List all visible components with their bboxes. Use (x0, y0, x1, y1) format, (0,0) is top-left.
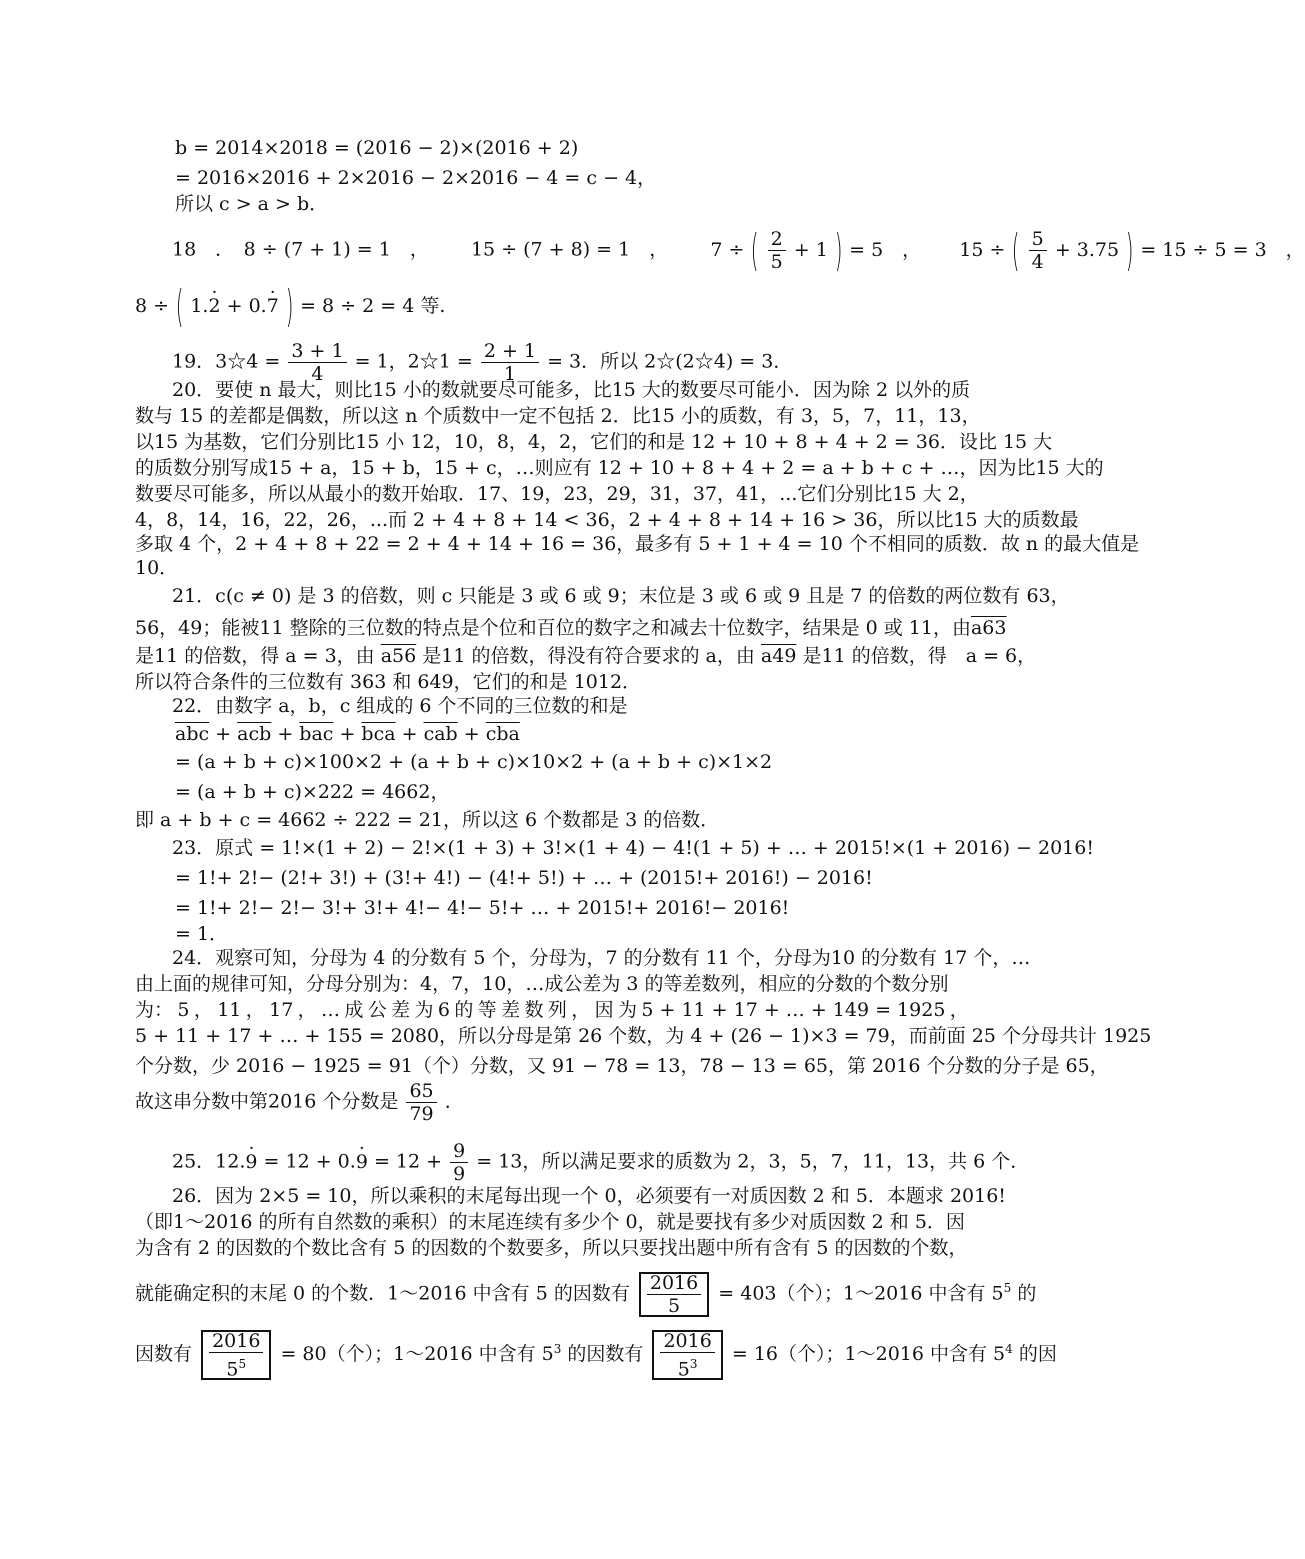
overline-a49: a49 (760, 645, 797, 667)
problem-23-line-1: 23．原式 = 1!×(1 + 2) − 2!×(1 + 3) + 3!×(1 + 4) − 4!(1 + 5) + … + 2015!×(1 + 2016) − 2016! (172, 837, 1094, 859)
problem-20-line-5: 数要尽可能多，所以从最小的数开始取．17、19，23，29，31，37，41，...它们分别比15 大 2， (135, 483, 979, 505)
problem-22-line-3: = (a + b + c)×100×2 + (a + b + c)×10×2 + (a + b + c)×1×2 (175, 751, 773, 773)
problem-18-line-1 (172, 224, 1305, 276)
overline-a56: a56 (380, 645, 417, 667)
fraction-5-4: $\frac{5}{4}$ (1029, 228, 1047, 273)
floor-bracket-2016-5: 2016 5 (639, 1272, 709, 1317)
fraction-2p1-1: $\frac{2 + 1}{1}$ (481, 340, 539, 385)
problem-20-line-6: 4，8，14，16，22，26，...而 2 + 4 + 8 + 14 < 36，2 + 4 + 8 + 14 + 16 > 36，所以比15 大的质数最 (135, 509, 1079, 531)
p18-expr-c: 7 ÷ ( $\frac{2}{5}$ + 1 ) = 5 ， (710, 224, 922, 276)
problem-21-line-4: 所以符合条件的三位数有 363 和 649，它们的和是 1012． (135, 671, 642, 693)
problem-24-line-6: 故这串分数中第2016 个分数是 $\frac{65}{79}$ ． (135, 1080, 464, 1125)
line-b-expansion: = 2016×2016 + 2×2016 − 2×2016 − 4 = c − 4， (175, 167, 657, 189)
overline-a63: a63 (970, 617, 1007, 639)
problem-23-line-4: = 1． (175, 923, 229, 945)
problem-22-line-5: 即 a + b + c = 4662 ÷ 222 = 21，所以这 6 个数都是 3 的倍数． (135, 809, 720, 831)
floor-bracket-2016-5e5: 2016 $5^5$ (201, 1330, 271, 1380)
problem-23-line-3: = 1!+ 2!− 2!− 3!+ 3!+ 4!− 4!− 5!+ … + 2015!+ 2016!− 2016! (175, 897, 790, 919)
problem-22-line-1: 22．由数字 a，b，c 组成的 6 个不同的三位数的和是 (172, 695, 628, 717)
fraction-3p1-4: $\frac{3 + 1}{4}$ (288, 340, 346, 385)
problem-20-line-7: 多取 4 个，2 + 4 + 8 + 22 = 2 + 4 + 14 + 16 = 36，最多有 5 + 1 + 4 = 10 个不相同的质数．故 n 的最大值是 (135, 533, 1140, 555)
problem-21-line-3: 是11 的倍数，得 a = 3，由 a56 是11 的倍数，得没有符合要求的 a，由 a49 是11 的倍数，得 a = 6， (135, 645, 1037, 667)
problem-26-line-2: （即1～2016 的所有自然数的乘积）的末尾连续有多少个 0，就是要找有多少对质因数 2 和 5．因 (135, 1211, 965, 1233)
fraction-65-79: $\frac{65}{79}$ (406, 1080, 436, 1125)
problem-22-line-4: = (a + b + c)×222 = 4662， (175, 781, 450, 803)
problem-20-line-2: 数与 15 的差都是偶数，所以这 n 个质数中一定不包括 2．比15 小的质数，有 3，5，7，11，13， (135, 405, 981, 427)
fraction-9-9: $\frac{9}{9}$ (450, 1140, 468, 1185)
problem-20-line-4: 的质数分别写成15 + a，15 + b，15 + c，…则应有 12 + 10 + 8 + 4 + 2 = a + b + c + …，因为比15 大的 (135, 457, 1104, 479)
problem-26-line-3: 为含有 2 的因数的个数比含有 5 的因数的个数要多，所以只要找出题中所有含有 5 的因数的个数， (135, 1237, 968, 1259)
problem-26-line-5: 因数有 2016 $5^5$ = 80（个）；1～2016 中含有 $5^3$ 的因数有 2016 $5^3$ = 16（个）；1～2016 中含有 $5^4$ 的因 (135, 1330, 1057, 1381)
problem-23-line-2: = 1!+ 2!− (2!+ 3!) + (3!+ 4!) − (4!+ 5!) + … + (2015!+ 2016!) − 2016! (175, 867, 873, 889)
problem-20-line-3: 以15 为基数，它们分别比15 小 12，10，8，4，2，它们的和是 12 + 10 + 8 + 4 + 2 = 36．设比 15 大 (135, 431, 1053, 453)
problem-24-line-3: 为： 5 ， 11 ， 17 ， … 成 公 差 为 6 的 等 差 数 列 ， 因 为 5 + 11 + 17 + … + 149 = 1925 ， (135, 999, 969, 1021)
problem-26-line-4: 就能确定积的末尾 0 的个数．1～2016 中含有 5 的因数有 2016 5 = 403（个）；1～2016 中含有 $5^5$ 的 (135, 1272, 1037, 1317)
problem-21-line-1: 21．c(c ≠ 0) 是 3 的倍数，则 c 只能是 3 或 6 或 9；末位是 3 或 6 或 9 且是 7 的倍数的两位数有 63， (172, 585, 1070, 607)
problem-24-line-1: 24．观察可知，分母为 4 的分数有 5 个，分母为，7 的分数有 11 个，分母为10 的分数有 17 个，… (172, 947, 1031, 969)
p18-expr-d: 15 ÷ ( $\frac{5}{4}$ + 3.75 ) = 15 ÷ 5 = 3 ， (959, 224, 1305, 276)
problem-22-line-2: $\overline{abc} + \overline{acb} + \overline{bac} + \overline{bca} + \overline{cab} + \overline{cba}$ (175, 723, 520, 745)
problem-26-line-1: 26．因为 2×5 = 10，所以乘积的末尾每出现一个 0，必须要有一对质因数 2 和 5．本题求 2016! (172, 1185, 1006, 1207)
line-conclusion-17: 所以 c > a > b． (175, 193, 329, 215)
problem-21-line-2: 56，49；能被11 整除的三位数的特点是个位和百位的数字之和减去十位数字，结果是 0 或 11，由a63 (135, 617, 1007, 639)
line-b-definition: b = 2014×2018 = (2016 − 2)×(2016 + 2) (175, 137, 579, 159)
floor-bracket-2016-5e3: 2016 $5^3$ (652, 1330, 722, 1380)
problem-24-line-4: 5 + 11 + 17 + … + 155 = 2080，所以分母是第 26 个数，为 4 + (26 − 1)×3 = 79，而前面 25 个分母共计 1925 (135, 1025, 1152, 1047)
problem-24-line-5: 个分数，少 2016 − 1925 = 91（个）分数，又 91 − 78 = 13，78 − 13 = 65，第 2016 个分数的分子是 65， (135, 1055, 1109, 1077)
problem-20-line-8: 10． (135, 557, 179, 579)
problem-25: 25．12.9 · = 12 + 0.9 · = 12 + $\frac{9}{9}$ = 13，所以满足要求的质数为 2，3，5，7，11，13，共 6 个． (172, 1140, 1029, 1185)
p18-expr-b: 15 ÷ (7 + 8) = 1 ， (470, 238, 669, 261)
problem-18-line-2: 8 ÷ ( 1.2 · + 0.7 · ) = 8 ÷ 2 = 4 等. (135, 285, 445, 329)
fraction-2-5: $\frac{2}{5}$ (768, 228, 786, 273)
problem-19: 19．3☆4 = $\frac{3 + 1}{4}$ = 1，2☆1 = $\frac{2 + 1}{1}$ = 3．所以 2☆(2☆4) = 3． (172, 340, 793, 385)
problem-20-line-1: 20．要使 n 最大，则比15 小的数就要尽可能多，比15 大的数要尽可能小．因为除 2 以外的质 (172, 379, 971, 401)
problem-24-line-2: 由上面的规律可知，分母分别为：4，7，10，…成公差为 3 的等差数列，相应的分数的个数分别 (135, 973, 949, 995)
p18-expr-a: 18 ． 8 ÷ (7 + 1) = 1 ， (172, 238, 429, 261)
